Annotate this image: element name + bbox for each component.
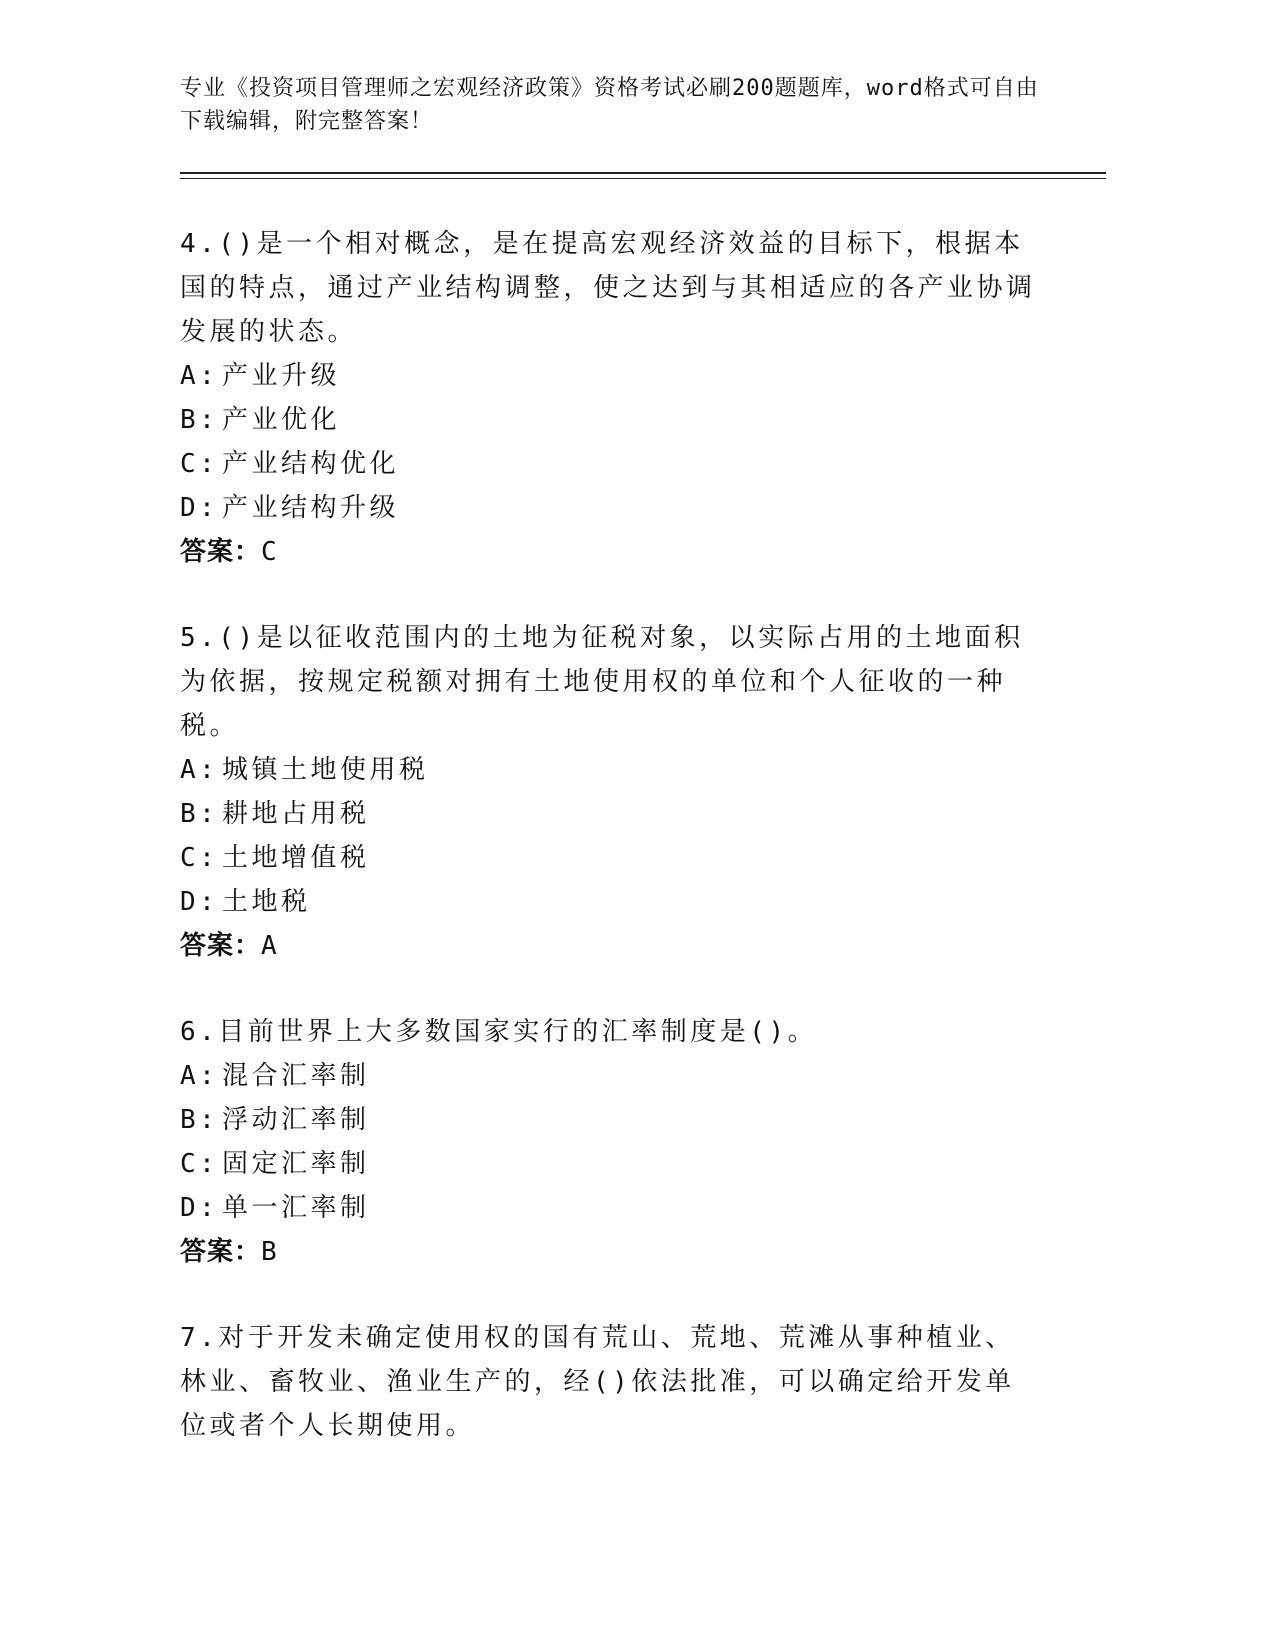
question-stem: 5.()是以征收范围内的土地为征税对象，以实际占用的土地面积为依据，按规定税额对拥有土地使用权的单位和个人征收的一种税。 [180,623,1024,741]
header-rule-thick [180,172,1106,174]
answer-value: C [261,537,278,567]
question-stem: 4.()是一个相对概念，是在提高宏观经济效益的目标下，根据本国的特点，通过产业结构调整，使之达到与其相适应的各产业协调发展的状态。 [180,229,1036,347]
option-b [180,792,1040,836]
question-5 [180,616,1040,968]
option-d [180,880,1040,924]
option-d [180,486,1040,530]
option-letter: D: [180,493,219,523]
answer-line [180,530,1040,574]
option-letter: C: [180,843,219,873]
option-text: 固定汇率制 [222,1149,370,1179]
question-stem: 6.目前世界上大多数国家实行的汇率制度是()。 [180,1017,818,1047]
option-a [180,1054,1040,1098]
header-rule-thin [180,178,1106,179]
option-text: 产业优化 [222,405,341,435]
option-letter: A: [180,361,219,391]
option-text: 浮动汇率制 [222,1105,370,1135]
option-letter: C: [180,1149,219,1179]
option-text: 土地增值税 [222,843,370,873]
option-letter: A: [180,1061,219,1091]
option-text: 产业结构优化 [222,449,400,479]
answer-label: 答案： [180,1237,262,1267]
option-a [180,354,1040,398]
answer-label: 答案： [180,931,262,961]
answer-value: B [261,1237,278,1267]
option-letter: A: [180,755,219,785]
option-b [180,1098,1040,1142]
option-text: 产业结构升级 [222,493,400,523]
question-7 [180,1316,1040,1448]
document-header: 专业《投资项目管理师之宏观经济政策》资格考试必刷200题题库，word格式可自由下载编辑，附完整答案！ [180,76,1039,134]
answer-line [180,1230,1040,1274]
option-letter: B: [180,799,219,829]
option-text: 耕地占用税 [222,799,370,829]
answer-line [180,924,1040,968]
option-text: 单一汇率制 [222,1193,370,1223]
question-4 [180,222,1040,574]
option-text: 产业升级 [222,361,341,391]
option-text: 混合汇率制 [222,1061,370,1091]
answer-label: 答案： [180,537,262,567]
option-text: 城镇土地使用税 [222,755,429,785]
option-letter: B: [180,405,219,435]
option-c [180,1142,1040,1186]
question-6 [180,1010,1040,1274]
answer-value: A [261,931,278,961]
option-letter: D: [180,1193,219,1223]
option-c [180,836,1040,880]
option-text: 土地税 [222,887,311,917]
option-d [180,1186,1040,1230]
question-stem: 7.对于开发未确定使用权的国有荒山、荒地、荒滩从事种植业、林业、畜牧业、渔业生产的，经()依法批准，可以确定给开发单位或者个人长期使用。 [180,1323,1015,1441]
option-a [180,748,1040,792]
question-list [180,222,1040,1490]
option-letter: D: [180,887,219,917]
option-letter: B: [180,1105,219,1135]
option-c [180,442,1040,486]
option-letter: C: [180,449,219,479]
option-b [180,398,1040,442]
